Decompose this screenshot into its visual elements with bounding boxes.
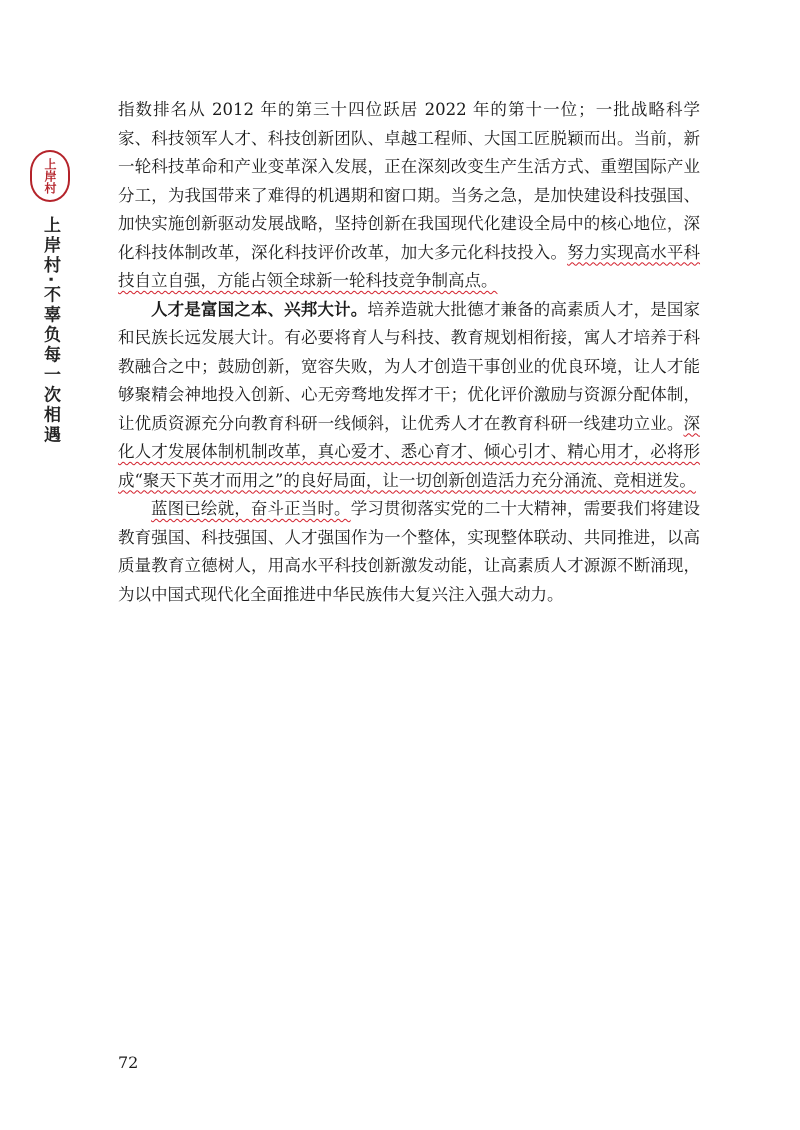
side-brand xyxy=(26,150,74,445)
paragraph-2-lead: 人才是富国之本、兴邦大计。 xyxy=(151,299,368,319)
paragraph-1 xyxy=(118,96,700,296)
paragraph-3 xyxy=(118,495,700,609)
paragraph-3-tail: 学习贯彻落实党的二十大精神，需要我们将建设教育强国、科技强国、人才强国作为一个整体，实现整体联动、共同推进，以高质量教育立德树人，用高水平科技创新激发动能，让高素质人才源源不断涌现，为以中国式现代化全面推进中华民族伟大复兴注入强大动力。 xyxy=(118,499,700,604)
paragraph-1-underlined: 努力实现高水平科技自立自强，方能占领全球新一轮科技竞争制高点。 xyxy=(118,242,701,290)
paragraph-1-text: 指数排名从 2012 年的第三十四位跃居 2022 年的第十一位；一批战略科学家、科技领军人才、科技创新团队、卓越工程师、大国工匠脱颖而出。当前，新一轮科技革命和产业变革深入发展，正在深刻改变生产生活方式、重塑国际产业分工，为我国带来了难得的机遇期和窗口期。当务之急，是加快建设科技强国、加快实施创新驱动发展战略，坚持创新在我国现代化建设全局中的核心地位，深化科技体制改革，深化科技评价改革，加大多元化科技投入。 xyxy=(118,100,700,262)
paragraph-2-text: 培养造就大批德才兼备的高素质人才，是国家和民族长远发展大计。有必要将育人与科技、教育规划相衔接，寓人才培养于科教融合之中；鼓励创新，宽容失败，为人才创造干事创业的优良环境，让人才能够聚精会神地投入创新、心无旁骛地发挥才干；优化评价激励与资源分配体制，让优质资源充分向教育科研一线倾斜，让优秀人才在教育科研一线建功立业。 xyxy=(118,299,700,433)
paragraph-2-underlined: 深化人才发展体制机制改革，真心爱才、悉心育才、倾心引才、精心用才，必将形成“聚天下英才而用之”的良好局面，让一切创新创造活力充分涌流、竞相迸发。 xyxy=(118,413,700,490)
page-body xyxy=(118,96,700,609)
brand-slogan: 上岸村·不辜负每一次相遇 xyxy=(40,216,60,446)
paragraph-2 xyxy=(118,296,700,496)
page-number: 72 xyxy=(118,1053,139,1072)
brand-seal-logo xyxy=(30,150,70,202)
seal-text: 上岸村 xyxy=(43,158,57,194)
paragraph-3-underlined: 蓝图已绘就，奋斗正当时。 xyxy=(151,499,351,518)
